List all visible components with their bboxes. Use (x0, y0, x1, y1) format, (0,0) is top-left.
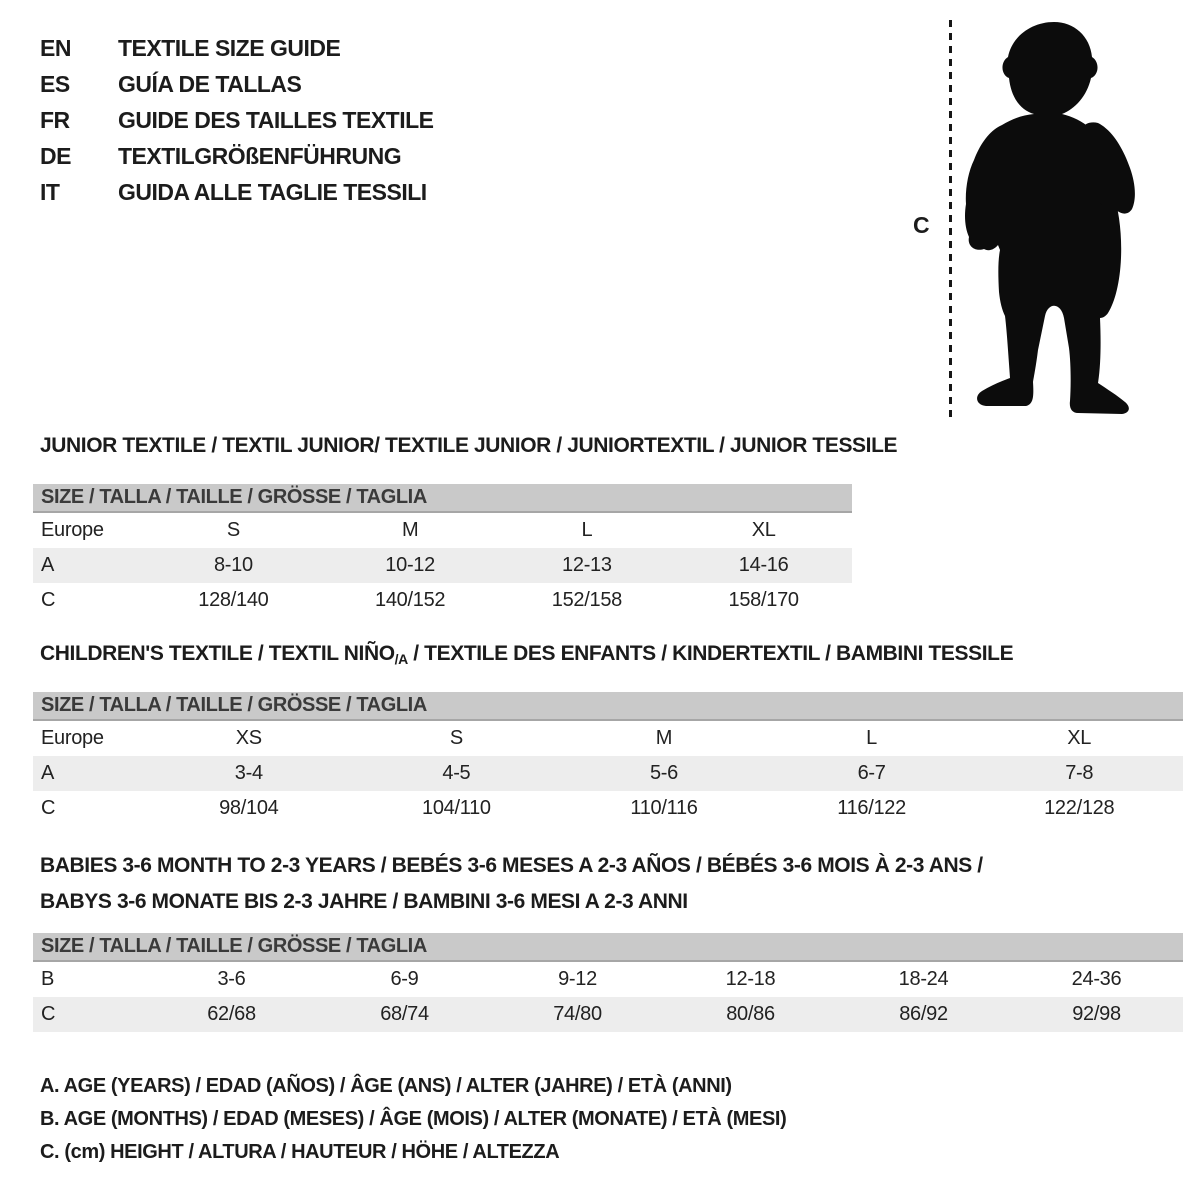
language-code: DE (40, 142, 71, 169)
months-cell: 6-9 (390, 968, 419, 990)
age-cell: 10-12 (385, 554, 435, 576)
legend-line-a: A. AGE (YEARS) / EDAD (AÑOS) / ÂGE (ANS) / ALTER (JAHRE) / ETÀ (ANNI) (40, 1075, 732, 1097)
language-code: ES (40, 70, 70, 97)
height-cell: 62/68 (207, 1003, 256, 1025)
heading-text: CHILDREN'S TEXTILE / TEXTIL NIÑO (40, 642, 395, 665)
language-title-list (40, 30, 434, 210)
children-size-table (33, 692, 1183, 826)
table-row (33, 548, 852, 583)
months-cell: 9-12 (558, 968, 597, 990)
row-label: B (41, 968, 55, 990)
size-cell: XL (751, 519, 776, 541)
months-cell: 12-18 (725, 968, 776, 990)
row-label: C (41, 1003, 56, 1025)
age-cell: 7-8 (1065, 762, 1094, 784)
table-row (33, 756, 1183, 791)
size-cell: M (655, 727, 673, 749)
table-row (33, 721, 1183, 756)
language-row-it (40, 174, 434, 210)
language-code: IT (40, 178, 60, 205)
age-cell: 8-10 (213, 554, 253, 576)
height-cell: 110/116 (630, 797, 698, 819)
size-cell: L (866, 727, 877, 749)
section-heading-junior: JUNIOR TEXTILE / TEXTIL JUNIOR/ TEXTILE JUNIOR / JUNIORTEXTIL / JUNIOR TESSILE (40, 434, 898, 457)
height-cell: 86/92 (899, 1003, 948, 1025)
size-cell: L (581, 519, 593, 541)
row-label: A (41, 554, 55, 576)
size-cell: S (449, 727, 463, 749)
height-cell: 128/140 (198, 589, 269, 611)
row-label: C (41, 589, 56, 611)
heading-subscript: /A (394, 651, 408, 667)
table-row (33, 791, 1183, 826)
table-header-size: SIZE / TALLA / TAILLE / GRÖSSE / TAGLIA (33, 484, 852, 513)
language-row-de (40, 138, 434, 174)
size-cell: XS (235, 727, 262, 749)
months-cell: 18-24 (898, 968, 949, 990)
section-heading-children (40, 642, 1013, 666)
size-cell: S (226, 519, 240, 541)
baby-silhouette-icon (962, 20, 1148, 420)
height-cell: 74/80 (553, 1003, 602, 1025)
age-cell: 6-7 (857, 762, 886, 784)
height-measure-label: C (913, 212, 930, 238)
language-row-en (40, 30, 434, 66)
language-row-es (40, 66, 434, 102)
age-cell: 12-13 (562, 554, 612, 576)
height-cell: 104/110 (422, 797, 491, 819)
height-cell: 92/98 (1072, 1003, 1121, 1025)
section-heading-babies (40, 848, 983, 920)
table-row (33, 583, 852, 618)
language-row-fr (40, 102, 434, 138)
age-cell: 4-5 (442, 762, 471, 784)
months-cell: 3-6 (217, 968, 246, 990)
guide-title: TEXTILGRÖßENFÜHRUNG (118, 142, 402, 169)
guide-title: GUIDE DES TAILLES TEXTILE (118, 106, 434, 133)
measurement-legend (40, 1070, 786, 1169)
legend-line-b: B. AGE (MONTHS) / EDAD (MESES) / ÂGE (MOIS) / ALTER (MONATE) / ETÀ (MESI) (40, 1108, 787, 1130)
heading-line-2: BABYS 3-6 MONATE BIS 2-3 JAHRE / BAMBINI 3-6 MESI A 2-3 ANNI (40, 890, 688, 913)
table-header-size: SIZE / TALLA / TAILLE / GRÖSSE / TAGLIA (33, 933, 1183, 962)
height-cell: 122/128 (1044, 797, 1115, 819)
age-cell: 5-6 (649, 762, 678, 784)
junior-size-table (33, 484, 852, 618)
heading-line-1: BABIES 3-6 MONTH TO 2-3 YEARS / BEBÉS 3-6 MESES A 2-3 AÑOS / BÉBÉS 3-6 MOIS À 2-3 ANS / (40, 854, 983, 877)
table-row (33, 513, 852, 548)
table-header-size: SIZE / TALLA / TAILLE / GRÖSSE / TAGLIA (33, 692, 1183, 721)
language-code: EN (40, 34, 71, 61)
age-cell: 14-16 (738, 554, 789, 576)
height-cell: 152/158 (551, 589, 622, 611)
size-cell: XL (1067, 727, 1092, 749)
guide-title: GUIDA ALLE TAGLIE TESSILI (118, 178, 427, 205)
height-cell: 80/86 (726, 1003, 775, 1025)
height-cell: 116/122 (837, 797, 906, 819)
table-row (33, 962, 1183, 997)
row-label: C (41, 797, 56, 819)
language-code: FR (40, 106, 70, 133)
months-cell: 24-36 (1071, 968, 1122, 990)
guide-title: GUÍA DE TALLAS (118, 70, 302, 97)
size-cell: M (401, 519, 419, 541)
height-cell: 98/104 (219, 797, 279, 819)
row-label: Europe (41, 727, 104, 749)
row-label: A (41, 762, 55, 784)
height-cell: 68/74 (380, 1003, 429, 1025)
age-cell: 3-4 (234, 762, 263, 784)
heading-text: / TEXTILE DES ENFANTS / KINDERTEXTIL / BAMBINI TESSILE (407, 642, 1014, 665)
babies-size-table (33, 933, 1183, 1032)
height-cell: 158/170 (728, 589, 799, 611)
guide-title: TEXTILE SIZE GUIDE (118, 34, 341, 61)
legend-line-c: C. (cm) HEIGHT / ALTURA / HAUTEUR / HÖHE / ALTEZZA (40, 1141, 560, 1163)
height-cell: 140/152 (375, 589, 446, 611)
row-label: Europe (41, 519, 104, 541)
height-measurement-line (949, 20, 952, 417)
table-row (33, 997, 1183, 1032)
